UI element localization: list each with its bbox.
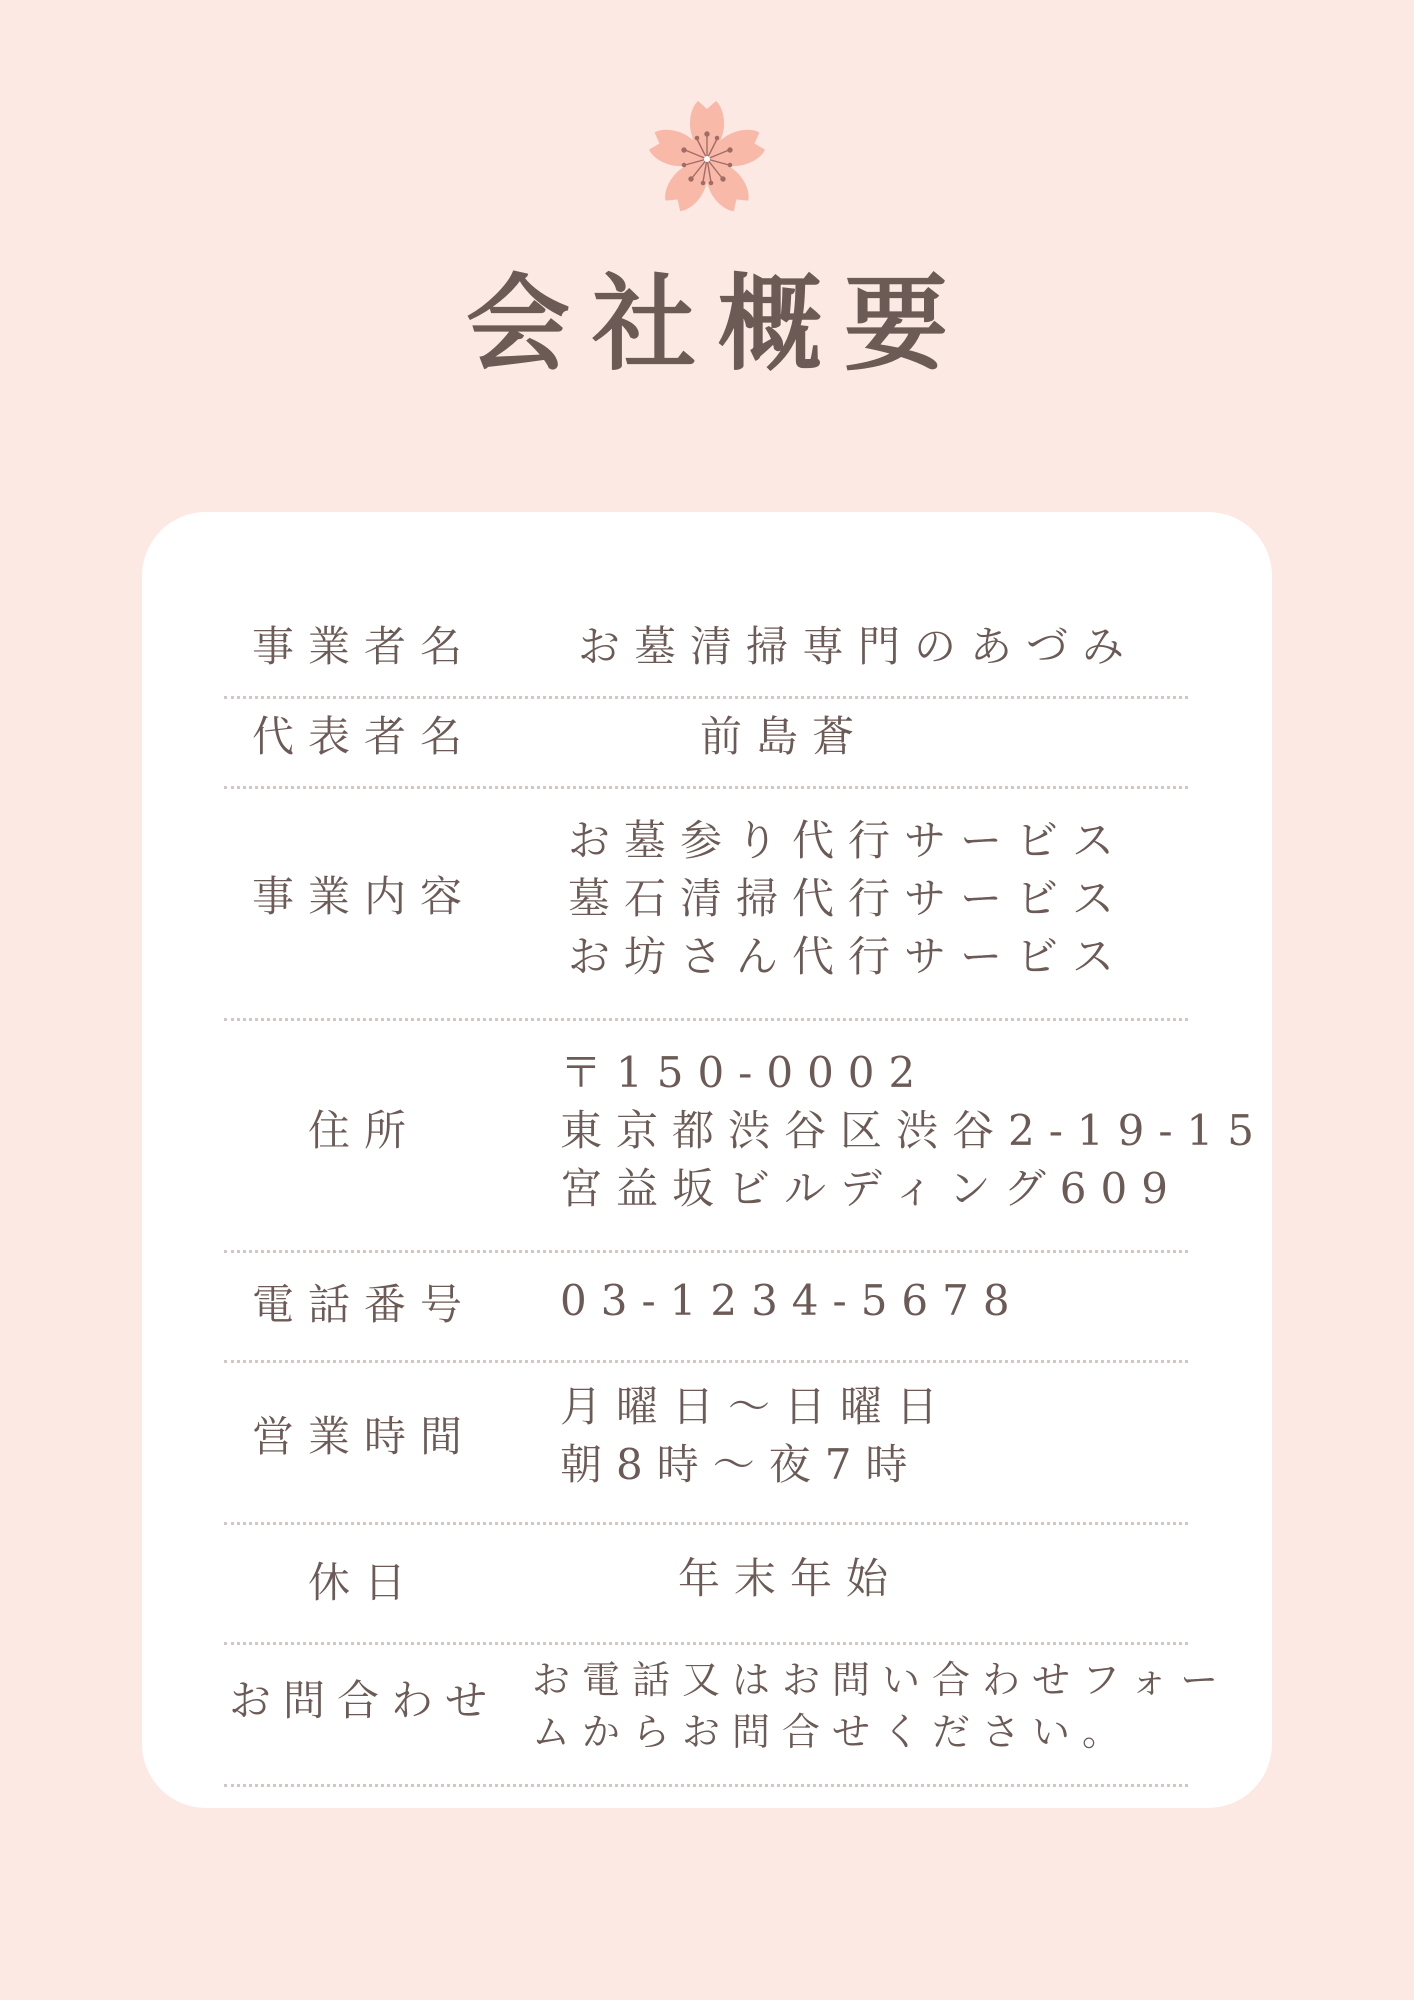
row-representative (224, 696, 1188, 789)
services-value (568, 812, 1128, 986)
service-line: お坊さん代行サービス (568, 932, 1129, 981)
row-business-name (224, 608, 1188, 699)
address-postal-code: 〒150-0002 (560, 1048, 930, 1097)
address-street: 東京都渋谷区渋谷2-19-15 (560, 1106, 1268, 1155)
contact-label: お問合わせ (228, 1676, 499, 1725)
business-name-label: 事業者名 (251, 622, 476, 671)
contact-line: お電話又はお問い合わせフォー (532, 1658, 1231, 1702)
company-info-card (142, 512, 1272, 1808)
row-holiday (224, 1522, 1188, 1645)
address-value (560, 1044, 1268, 1218)
contact-line: ムからお問合せください。 (532, 1710, 1133, 1754)
representative-value: 前島蒼 (700, 712, 869, 761)
service-line: お墓参り代行サービス (568, 816, 1129, 865)
row-contact (224, 1642, 1231, 1787)
services-label: 事業内容 (251, 872, 476, 921)
phone-label: 電話番号 (251, 1280, 476, 1329)
phone-value: 03-1234-5678 (560, 1276, 1024, 1325)
sakura-flower-icon (642, 94, 772, 224)
service-line: 墓石清掃代行サービス (568, 874, 1129, 923)
contact-value (532, 1654, 1230, 1758)
holiday-label: 休日 (307, 1558, 420, 1607)
representative-label: 代表者名 (251, 712, 476, 761)
row-services (224, 786, 1188, 1021)
hours-days: 月曜日～日曜日 (560, 1382, 953, 1431)
row-phone (224, 1250, 1188, 1363)
page-title: 会社概要 (465, 262, 970, 385)
address-building: 宮益坂ビルディング609 (560, 1164, 1182, 1213)
hours-time: 朝8時～夜7時 (560, 1440, 922, 1489)
row-address (224, 1018, 1268, 1253)
address-label: 住所 (307, 1106, 420, 1155)
row-hours (224, 1360, 1188, 1525)
holiday-value: 年末年始 (678, 1554, 903, 1603)
hours-label: 営業時間 (251, 1412, 476, 1461)
business-name-value: お墓清掃専門のあづみ (578, 622, 1139, 671)
hours-value (560, 1378, 952, 1494)
